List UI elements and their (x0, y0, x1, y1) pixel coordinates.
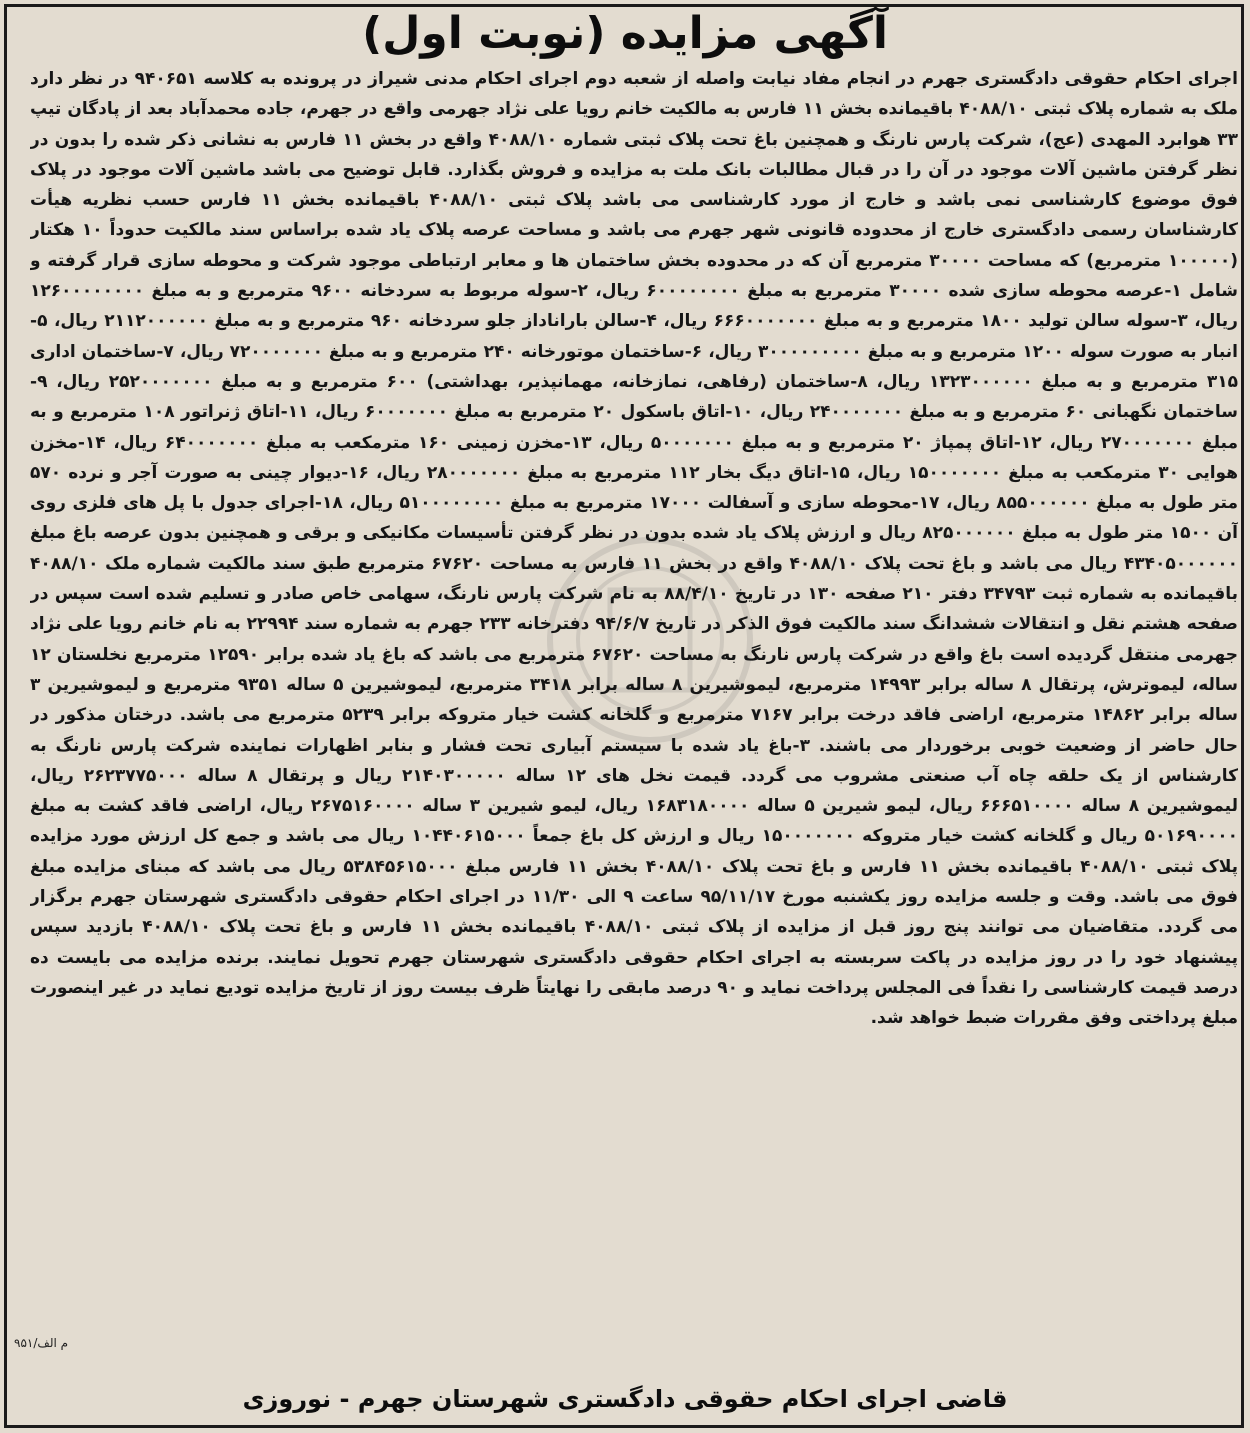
reference-number: ۹۵۱/م الف (14, 1336, 69, 1350)
judge-signature: قاضی اجرای احکام حقوقی دادگستری شهرستان جهرم - نوروزی (242, 1385, 1008, 1413)
notice-body: اجرای احکام حقوقی دادگستری جهرم در انجام مفاد نیابت واصله از شعبه دوم اجرای احکام مدنی شیراز در پرونده به کلاسه ۹۴۰۶۵۱ در نظر دارد ملک به شماره پلاک ثبتی ۴۰۸۸/۱۰ باقیمانده بخش ۱۱ فارس به مالکیت خانم رویا علی نژاد جهرمی واقع در جهرم، جاده محمدآباد بعد از پادگان تیپ ۳۳ هوابرد المهدی (عج)، شرکت پارس نارنگ و همچنین باغ تحت پلاک ثبتی شماره ۴۰۸۸/۱۰ واقع در بخش ۱۱ فارس به نشانی ذکر شده را بدون در نظر گرفتن ماشین آلات موجود در آن را در قبال مطالبات بانک ملت به مزایده و فروش بگذارد. قابل توضیح می باشد ماشین آلات موجود در پلاک فوق موضوع کارشناسی نمی باشد و خارج از مورد کارشناسی می باشد پلاک ثبتی ۴۰۸۸/۱۰ باقیمانده بخش ۱۱ فارس حسب نظریه هیأت کارشناسان رسمی دادگستری خارج از محدوده قانونی شهر جهرم می باشد و مساحت عرصه پلاک یاد شده براساس سند مالکیت حدوداً ۱۰ هکتار (۱۰۰۰۰۰ مترمربع) که مساحت ۳۰۰۰۰ مترمربع آن که در محدوده بخش ساختمان ها و معابر ارتباطی موجود شرکت و محوطه سازی قرار گرفته و شامل ۱-عرصه محوطه سازی شده ۳۰۰۰۰ مترمربع به مبلغ ۶۰۰۰۰۰۰۰۰ ریال، ۲-سوله مربوط به سردخانه ۹۶۰۰ مترمربع و به مبلغ ۱۲۶۰۰۰۰۰۰۰۰ ریال، ۳-سوله سالن تولید ۱۸۰۰ مترمربع و به مبلغ ۶۶۶۰۰۰۰۰۰۰ ریال، ۴-سالن باراناداز جلو سردخانه ۹۶۰ مترمربع و به مبلغ ۲۱۱۲۰۰۰۰۰۰ ریال، ۵-انبار به صورت سوله ۱۲۰۰ مترمربع و به مبلغ ۳۰۰۰۰۰۰۰۰۰ ریال، ۶-ساختمان موتورخانه ۲۴۰ مترمربع و به مبلغ ۷۲۰۰۰۰۰۰۰ ریال، ۷-ساختمان اداری ۳۱۵ مترمربع و به مبلغ ۱۳۲۳۰۰۰۰۰۰ ریال، ۸-ساختمان (رفاهی، نمازخانه، مهمانپذیر، بهداشتی) ۶۰۰ مترمربع و به مبلغ ۲۵۲۰۰۰۰۰۰۰ ریال، ۹-ساختمان نگهبانی ۶۰ مترمربع و به مبلغ ۲۴۰۰۰۰۰۰۰ ریال، ۱۰-اتاق باسکول ۲۰ مترمربع به مبلغ ۶۰۰۰۰۰۰۰ ریال، ۱۱-اتاق ژنراتور ۱۰۸ مترمربع و به مبلغ ۲۷۰۰۰۰۰۰۰ ریال، ۱۲-اتاق پمپاژ ۲۰ مترمربع و به مبلغ ۵۰۰۰۰۰۰۰ ریال، ۱۳-مخزن زمینی ۱۶۰ مترمکعب به مبلغ ۶۴۰۰۰۰۰۰۰ ریال، ۱۴-مخزن هوایی ۳۰ مترمکعب به مبلغ ۱۵۰۰۰۰۰۰۰ ریال، ۱۵-اتاق دیگ بخار ۱۱۲ مترمربع به مبلغ ۲۸۰۰۰۰۰۰۰ ریال، ۱۶-دیوار چینی به صورت آجر و نرده ۵۷۰ متر طول به مبلغ ۸۵۵۰۰۰۰۰۰ ریال، ۱۷-محوطه سازی و آسفالت ۱۷۰۰۰ مترمربع به مبلغ ۵۱۰۰۰۰۰۰۰۰ ریال، ۱۸-اجرای جدول با پل های فلزی روی آن ۱۵۰۰ متر طول به مبلغ ۸۲۵۰۰۰۰۰۰ ریال و ارزش پلاک یاد شده بدون در نظر گرفتن تأسیسات مکانیکی و برقی و همچنین بدون عرصه باغ مبلغ ۴۳۴۰۵۰۰۰۰۰۰ ریال می باشد و باغ تحت پلاک ۴۰۸۸/۱۰ واقع در بخش ۱۱ فارس به مساحت ۶۷۶۲۰ مترمربع طبق سند مالکیت شماره ملک ۴۰۸۸/۱۰ باقیمانده به شماره ثبت ۳۴۷۹۳ دفتر ۲۱۰ صفحه ۱۳۰ در تاریخ ۸۸/۴/۱۰ به نام شرکت پارس نارنگ، سهامی خاص صادر و تسلیم شده است سپس در صفحه هشتم نقل و انتقالات ششدانگ سند مالکیت فوق الذکر در تاریخ ۹۴/۶/۷ دفترخانه ۲۳۳ جهرم به شماره سند ۲۲۹۹۴ به نام خانم رویا علی نژاد جهرمی منتقل گردیده است باغ واقع در شرکت پارس نارنگ به مساحت ۶۷۶۲۰ مترمربع می باشد که باغ یاد شده برابر ۱۲۵۹۰ مترمربع نخلستان ۱۲ ساله، لیموترش، پرتقال ۸ ساله برابر ۱۴۹۹۳ مترمربع، لیموشیرین ۸ ساله برابر ۳۴۱۸ مترمربع، لیموشیرین ۵ ساله ۹۳۵۱ مترمربع و لیموشیرین ۳ ساله برابر ۱۴۸۶۲ مترمربع، اراضی فاقد درخت برابر ۷۱۶۷ مترمربع و گلخانه کشت خیار متروکه برابر ۵۲۳۹ مترمربع می باشد. درختان مذکور در حال حاضر از وضعیت خوبی برخوردار می باشند. ۳-باغ یاد شده با سیستم آبیاری تحت فشار و بنابر اظهارات نماینده شرکت پارس نارنگ به کارشناس از یک حلقه چاه آب صنعتی مشروب می گردد. قیمت نخل های ۱۲ ساله ۲۱۴۰۳۰۰۰۰۰ ریال و پرتقال ۸ ساله ۲۶۲۳۷۷۵۰۰۰ ریال، لیموشیرین ۸ ساله ۶۶۶۵۱۰۰۰۰ ریال، لیمو شیرین ۵ ساله ۱۶۸۳۱۸۰۰۰۰ ریال، لیمو شیرین ۳ ساله ۲۶۷۵۱۶۰۰۰۰ ریال، اراضی فاقد کشت به مبلغ ۵۰۱۶۹۰۰۰۰ ریال و گلخانه کشت خیار متروکه ۱۵۰۰۰۰۰۰۰ ریال و ارزش کل باغ جمعاً ۱۰۴۴۰۶۱۵۰۰۰ ریال می باشد و جمع کل ارزش مورد مزایده پلاک ثبتی ۴۰۸۸/۱۰ باقیمانده بخش ۱۱ فارس و باغ تحت پلاک ۴۰۸۸/۱۰ بخش ۱۱ فارس مبلغ ۵۳۸۴۵۶۱۵۰۰۰ ریال می باشد که مبنای مزایده مبلغ فوق می باشد. وقت و جلسه مزایده روز یکشنبه مورخ ۹۵/۱۱/۱۷ ساعت ۹ الی ۱۱/۳۰ در اجرای احکام حقوقی دادگستری شهرستان جهرم برگزار می گردد. متقاضیان می توانند پنج روز قبل از مزایده از پلاک ثبتی ۴۰۸۸/۱۰ باقیمانده بخش ۱۱ فارس و باغ تحت پلاک ۴۰۸۸/۱۰ بازدید سپس پیشنهاد خود را در روز مزایده در پاکت سربسته به اجرای احکام حقوقی دادگستری شهرستان جهرم تحویل نمایند. برنده مزایده می بایست ده درصد قیمت کارشناسی را نقداً فی المجلس پرداخت نماید و ۹۰ درصد مابقی را نهایتاً ظرف بیست روز از تاریخ مزایده تودیع نماید در غیر اینصورت مبلغ پرداختی وفق مقررات ضبط خواهد شد. (30, 69, 1238, 1029)
notice-title: آگهی مزایده (نوبت اول) (362, 8, 888, 59)
